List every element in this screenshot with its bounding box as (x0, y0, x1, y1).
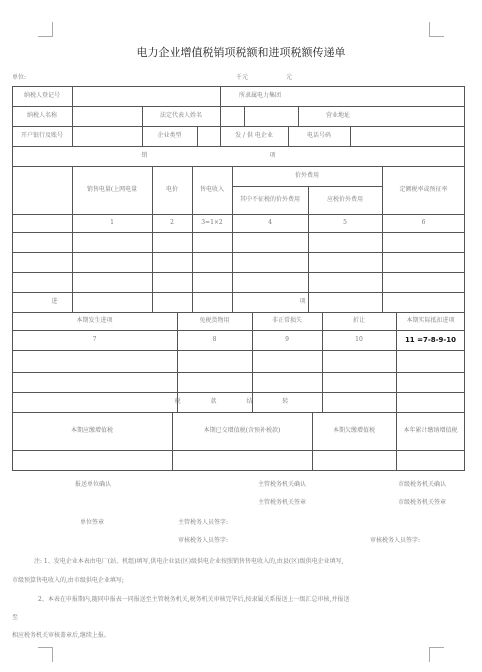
exempt-goods-header: 免税货物用 (199, 317, 230, 324)
payable-vat-header: 本期应缴增值税 (70, 427, 113, 434)
competent-tax-confirm: 主管税务机关确认 (258, 481, 307, 488)
index-cell: 6 (421, 219, 426, 226)
transfer-unit-confirm: 报送单位确认 (75, 481, 112, 488)
index-cell: 10 (355, 336, 363, 343)
index-cell: 7 (92, 336, 97, 343)
city-tax-seal: 市级税务机关签章 (398, 499, 447, 506)
unit-seal: 单位签章 (80, 519, 105, 526)
unit-label: 单位: (12, 74, 27, 81)
price-header: 电价 (165, 186, 178, 193)
sales-revenue-header: 售电收入 (199, 186, 224, 193)
formula-cell: 11 =7-8-9-10 (404, 336, 457, 344)
tax-officer-sign: 主管税务人员签字: (178, 519, 229, 526)
extra-fees-excl-tax-header: 其中不征税的价外费用 (239, 196, 300, 203)
bank-account-label: 开户银行及账号 (20, 132, 63, 139)
phone-label: 电话号码 (306, 132, 331, 139)
audit-officer-sign: 审核税务人员签字: (178, 537, 229, 544)
abnormal-loss-header: 非正常损失 (271, 317, 302, 324)
index-cell: 5 (343, 219, 347, 226)
note-line: 市级预算售电收入的,由市级供电企业填写; (12, 577, 124, 584)
legal-rep-label: 法定代表人姓名 (159, 112, 202, 119)
tax-rate-header: 定额税率或预征率 (399, 186, 448, 193)
enterprise-type-label: 企业类型 (157, 132, 182, 139)
competent-tax-seal: 主管税务机关签章 (258, 499, 307, 506)
note-line: 注: 1、发电企业本表由电厂(站、机组)填写,供电企业县(区)级供电企业按照销售售电收入的,由县(区)级供电企业填写, (34, 558, 344, 565)
index-cell: 4 (268, 219, 272, 226)
current-input-header: 本期发生进项 (76, 317, 113, 324)
amount-label: 千元 (236, 74, 249, 81)
amount-unit: 元 (286, 74, 293, 81)
index-cell: 8 (212, 336, 217, 343)
tax-transfer-form (12, 86, 465, 470)
note-line: 相应税务机关审核盖章后,继续上报。 (12, 632, 110, 639)
document-title: 电力企业增值税销项税额和进项税额传递单 (136, 46, 346, 59)
index-cell: 9 (285, 336, 289, 343)
note-line: 2、本表在申报期内,随同申报表一同报送至主管税务机关,税务机关审核完毕后,按隶属关系报送上一级汇总审核,并报送 (38, 596, 350, 603)
corner-mark-bottom-right (429, 647, 444, 662)
unpaid-vat-header: 本期欠缴增值税 (332, 427, 375, 434)
note-line: 至 (12, 614, 19, 621)
corner-mark-top-left (38, 22, 53, 37)
tax-section-title: 税 款 结 转 (174, 398, 303, 405)
corner-mark-top-right (429, 22, 444, 37)
sales-volume-header: 销售电量(上网电量 (86, 186, 138, 193)
enterprise-type-value: 发 / 供 电企业 (235, 132, 273, 139)
input-section-title: 进 项 (51, 298, 426, 305)
extra-fees-taxable-header: 应税价外费用 (326, 196, 363, 203)
city-tax-confirm: 市级税务机关确认 (398, 481, 447, 488)
taxpayer-id-label: 纳税人登记号 (23, 92, 60, 99)
prepaid-vat-header: 本期已交增值税(含预补税款) (203, 427, 281, 434)
output-section-title: 销 项 (141, 152, 336, 159)
index-cell: 2 (170, 219, 174, 226)
taxpayer-name-label: 纳税人名称 (26, 112, 57, 119)
year-cumulative-header: 本年累计缴纳增值税 (403, 427, 458, 434)
business-address-label: 营业地址 (325, 112, 350, 119)
audit-officer-sign: 审核税务人员签字: (370, 537, 421, 544)
corner-mark-bottom-left (38, 647, 53, 662)
index-cell: 1 (110, 219, 114, 226)
index-cell: 3=1×2 (201, 219, 223, 226)
power-group-label: 所隶属电力集团 (238, 92, 281, 99)
discount-header: 折让 (352, 317, 365, 324)
actual-deductible-header: 本期实际抵扣进项 (406, 317, 455, 324)
extra-fees-header: 价外费用 (294, 172, 319, 179)
